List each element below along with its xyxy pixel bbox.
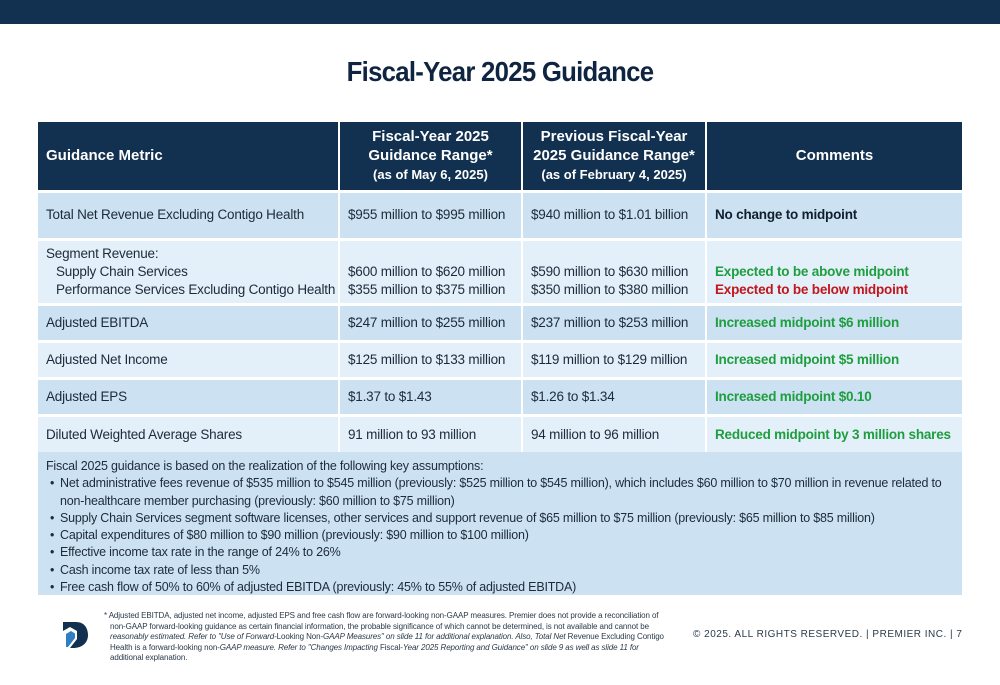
table-header-row [38, 122, 962, 191]
row-metric: Adjusted EBITDA [38, 304, 339, 341]
header-previous-line1: Previous Fiscal-Year [540, 128, 688, 146]
copyright-notice: © 2025. ALL RIGHTS RESERVED. | PREMIER INC. | 7 [693, 629, 963, 640]
row-previous: $119 million to $129 million [522, 341, 706, 378]
row-comment: Increased midpoint $0.10 [706, 378, 962, 415]
footnote-line4-c: Fiscal- [379, 642, 403, 652]
header-previous-range [522, 122, 706, 191]
footnote-line4 [104, 643, 674, 654]
premier-logo-icon [60, 620, 90, 650]
row-previous: 94 million to 96 million [522, 415, 706, 453]
footnote-line3-b: Looking Non- [276, 632, 324, 642]
list-item: • Net administrative fees revenue of $535 million to $545 million (previously: $525 million to $545 million), which includes $60 million to $70 million in revenue related to non-healthcare member purchasing (previously: $60 million to $75 million) [46, 475, 954, 510]
assumptions-intro: Fiscal 2025 guidance is based on the realization of the following key assumptions: [46, 459, 484, 473]
previous-supply-chain: $590 million to $630 million [531, 263, 689, 279]
row-metric: Adjusted Net Income [38, 341, 339, 378]
row-current [339, 239, 522, 304]
footnote-line1: * Adjusted EBITDA, adjusted net income, adjusted EPS and free cash flow are forward-looking non-GAAP measures. Premier does not provide a reconciliation of [104, 611, 659, 620]
row-previous [522, 239, 706, 304]
row-current: 91 million to 93 million [339, 415, 522, 453]
header-current-line1: Fiscal-Year 2025 [372, 128, 489, 146]
footnote-line3-d: Revenue Excluding Contigo [567, 632, 664, 642]
table-row [38, 191, 962, 239]
current-supply-chain: $600 million to $620 million [348, 263, 506, 279]
table-row [38, 239, 962, 304]
header-previous-sub: (as of February 4, 2025) [541, 167, 687, 183]
current-performance: $355 million to $375 million [348, 281, 506, 297]
page-title: Fiscal-Year 2025 Guidance [346, 56, 654, 87]
row-comment [706, 239, 962, 304]
row-metric: Diluted Weighted Average Shares [38, 415, 339, 453]
footnote-line2: non-GAAP forward-looking guidance as certain financial information, the probable significance of which cannot be determined, is not available and cannot be [110, 621, 649, 631]
row-previous: $940 million to $1.01 billion [522, 191, 706, 239]
footnote-line4-b: GAAP measure. Refer to "Changes Impacting [219, 642, 380, 652]
assumptions-box [38, 452, 962, 595]
segment-sub-performance: Performance Services Excluding Contigo Health [56, 281, 336, 297]
previous-performance: $350 million to $380 million [531, 281, 689, 297]
footnote-line4-a: Health is a forward-looking non- [110, 642, 220, 652]
row-metric [38, 239, 339, 304]
top-banner [0, 0, 1000, 24]
row-comment: Reduced midpoint by 3 million shares [706, 415, 962, 453]
segment-label: Segment Revenue: [46, 245, 159, 261]
segment-sub-supply-chain: Supply Chain Services [56, 263, 188, 279]
list-item: • Capital expenditures of $80 million to $90 million (previously: $90 million to $100 million) [46, 527, 954, 544]
row-comment: No change to midpoint [706, 191, 962, 239]
row-previous: $237 million to $253 million [522, 304, 706, 341]
footnote-line3-a: reasonably estimated. Refer to "Use of Forward- [110, 632, 277, 642]
header-current-sub: (as of May 6, 2025) [373, 167, 488, 183]
footnote-line4-d: Year 2025 Reporting and Guidance" on slide 9 as well as slide 11 for [402, 642, 639, 652]
footnote [104, 611, 674, 664]
row-comment: Increased midpoint $6 million [706, 304, 962, 341]
comment-supply-chain: Expected to be above midpoint [715, 263, 909, 279]
row-metric: Adjusted EPS [38, 378, 339, 415]
row-current: $125 million to $133 million [339, 341, 522, 378]
header-current-line2: Guidance Range* [368, 147, 493, 165]
header-comments: Comments [706, 122, 962, 191]
row-metric: Total Net Revenue Excluding Contigo Health [38, 191, 339, 239]
table-row [38, 341, 962, 378]
list-item: • Effective income tax rate in the range of 24% to 26% [46, 544, 954, 561]
footnote-line3-c: GAAP Measures" on slide 11 for additional explanation. Also, Total Net [323, 632, 568, 642]
header-previous-line2: 2025 Guidance Range* [533, 147, 695, 165]
assumptions-list [46, 475, 954, 596]
list-item: • Cash income tax rate of less than 5% [46, 562, 954, 579]
footnote-line3 [104, 632, 674, 643]
row-current: $1.37 to $1.43 [339, 378, 522, 415]
list-item: • Free cash flow of 50% to 60% of adjusted EBITDA (previously: 45% to 55% of adjusted EBITDA) [46, 579, 954, 596]
row-current: $955 million to $995 million [339, 191, 522, 239]
row-previous: $1.26 to $1.34 [522, 378, 706, 415]
row-comment: Increased midpoint $5 million [706, 341, 962, 378]
table-row [38, 415, 962, 453]
footnote-line5: additional explanation. [110, 653, 188, 663]
table-row [38, 378, 962, 415]
table-row [38, 304, 962, 341]
list-item: • Supply Chain Services segment software licenses, other services and support revenue of $65 million to $75 million (previously: $65 million to $85 million) [46, 510, 954, 527]
header-current-range [339, 122, 522, 191]
guidance-table [38, 122, 962, 453]
comment-performance: Expected to be below midpoint [715, 281, 908, 297]
header-metric: Guidance Metric [38, 122, 339, 191]
row-current: $247 million to $255 million [339, 304, 522, 341]
